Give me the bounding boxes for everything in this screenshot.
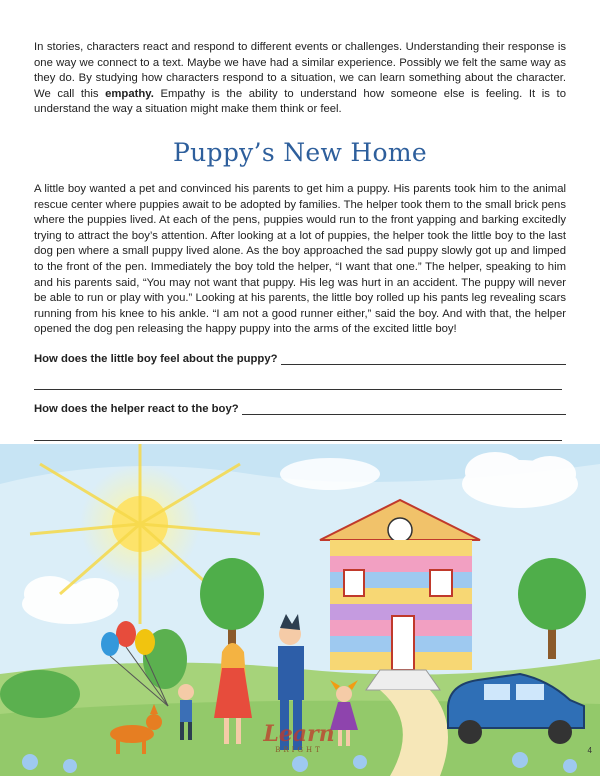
- empathy-term: empathy.: [105, 87, 154, 100]
- cloud-mid: [280, 458, 380, 490]
- answer-1-line-2[interactable]: [34, 389, 562, 390]
- question-2: [34, 402, 566, 415]
- question-1: [34, 352, 566, 365]
- logo-learn-text: Learn: [263, 721, 335, 747]
- question-2-label: How does the helper react to the boy?: [34, 403, 239, 415]
- logo-bright-text: BRIGHT: [275, 746, 323, 754]
- intro-text-end: Empathy is the ability to understand how someone else is feeling. It is to understand the way a situation might make them think or feel.: [34, 87, 566, 116]
- intro-paragraph: [34, 40, 566, 118]
- story-title: Puppy’s New Home: [173, 138, 427, 167]
- answer-2-line-1[interactable]: [242, 402, 566, 415]
- page-number: 4: [587, 746, 592, 755]
- story-paragraph: A little boy wanted a pet and convinced his parents to get him a puppy. His parents took him to the animal rescue center where puppies await to be adopted by families. The helper took them to the small brick pens where the puppies lived. At each of the pens, puppies would run to the front yapping and barking excitedly trying to attract the boy’s attention. After looking at a lot of puppies, the helper took the little boy to the last dog pen where a small puppy lived alone. As the boy approached the sad puppy slowly got up and limped to the front of the pen. Immediately the boy told the helper, “I want that one.” The helper, speaking to him and his parents said, “You may not want that puppy. His leg was hurt in an accident. The puppy will never be able to run or play with you.” Looking at his parents, the little boy rolled up his pants leg revealing scars running from his knee to his ankle. “I am not a good runner either,” said the boy. And with that, the helper opened the dog pen releasing the happy puppy into the arms of the excited little boy!: [34, 183, 566, 336]
- learn-bright-logo: [254, 722, 344, 754]
- cloud-right: [462, 452, 578, 508]
- question-1-label: How does the little boy feel about the puppy?: [34, 353, 278, 365]
- answer-2-line-2[interactable]: [34, 440, 562, 441]
- answer-1-line-1[interactable]: [281, 352, 566, 365]
- intro-text-start: In stories, characters react and respond to different events or challenges. Understanding their response is one way we connect to a text. Maybe we have had a similar experience. Possibly we felt the same way as they do. By studying how characters respond to a situation, we can learn something about the character. We call this: [34, 41, 566, 100]
- striped-house: [320, 500, 480, 690]
